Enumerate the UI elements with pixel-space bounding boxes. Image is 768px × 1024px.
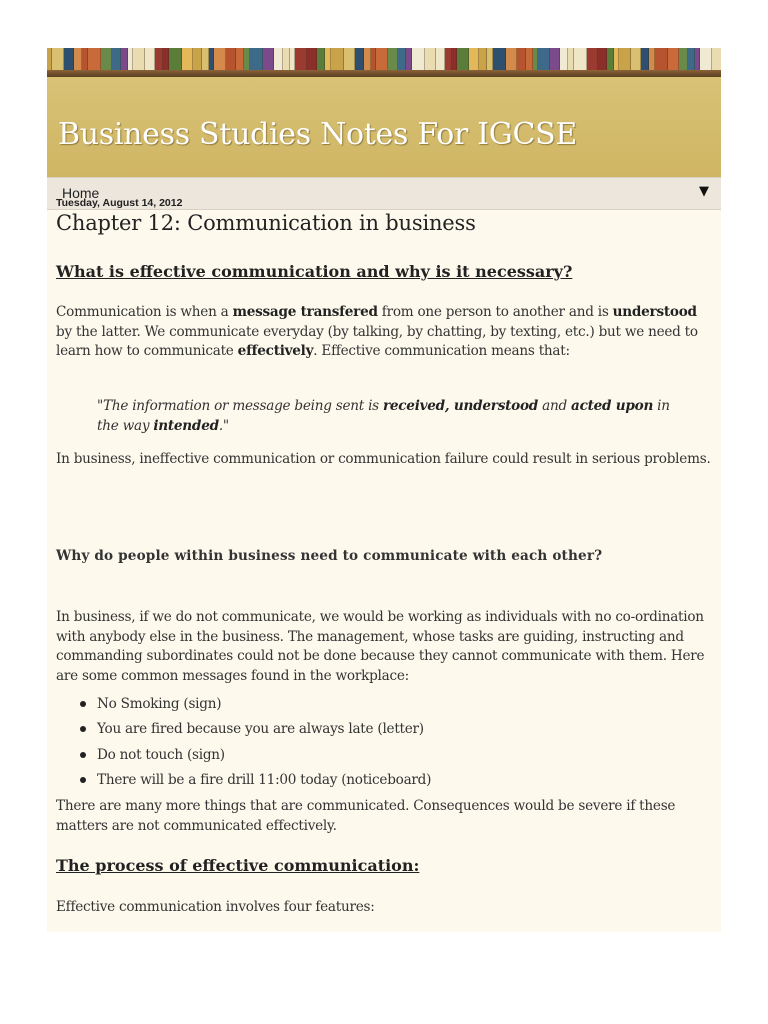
book-spine xyxy=(64,48,74,70)
section-heading-process: The process of effective communication: xyxy=(56,856,420,875)
book-spine xyxy=(712,48,721,70)
book-spine xyxy=(214,48,226,70)
book-spine xyxy=(250,48,263,70)
book-spine xyxy=(668,48,679,70)
bold-run: effectively xyxy=(237,343,314,359)
book-spine xyxy=(550,48,560,70)
book-spine xyxy=(145,48,155,70)
book-spine xyxy=(226,48,236,70)
book-spine xyxy=(317,48,325,70)
book-spine xyxy=(274,48,283,70)
book-spine xyxy=(587,48,598,70)
book-spine xyxy=(598,48,607,70)
text-run: and xyxy=(538,398,572,414)
paragraph-consequences: There are many more things that are communicated. Consequences would be severe if these matters are not communicated effectively. xyxy=(56,798,676,834)
book-spine xyxy=(688,48,695,70)
list-item: You are fired because you are always late (letter) xyxy=(97,719,431,744)
quote-block xyxy=(97,396,677,436)
book-spine xyxy=(517,48,526,70)
text-run: in the way xyxy=(97,398,670,434)
book-spine xyxy=(655,48,668,70)
book-spine xyxy=(182,48,193,70)
workplace-messages-list xyxy=(97,694,431,795)
book-spine xyxy=(641,48,649,70)
list-item: Do not touch (sign) xyxy=(97,745,431,770)
bookshelf-header-image xyxy=(47,48,721,77)
text-run: by the latter. We communicate everyday (by talking, by chatting, by texting, etc.) but we need to learn how to communicate xyxy=(56,323,698,359)
paragraph-ineffective: In business, ineffective communication or communication failure could result in serious problems. xyxy=(56,451,711,467)
blog-title[interactable]: Business Studies Notes For IGCSE xyxy=(58,117,577,152)
book-spine xyxy=(607,48,614,70)
book-spine xyxy=(457,48,469,70)
text-run: "The information or message being sent is xyxy=(97,398,383,414)
book-spine xyxy=(133,48,145,70)
book-spine xyxy=(398,48,406,70)
book-spine xyxy=(101,48,112,70)
book-spine xyxy=(425,48,436,70)
book-spine xyxy=(202,48,209,70)
paragraph-four-features: Effective communication involves four features: xyxy=(56,899,375,915)
book-spine xyxy=(526,48,533,70)
nav-dropdown-icon[interactable]: ▼ xyxy=(699,184,709,199)
text-run: Communication is when a xyxy=(56,304,233,320)
book-spine xyxy=(469,48,479,70)
list-item: There will be a fire drill 11:00 today (noticeboard) xyxy=(97,770,431,795)
blog-page xyxy=(47,48,721,932)
book-spine xyxy=(388,48,398,70)
bold-run: intended xyxy=(153,418,219,434)
section-heading-effective-communication: What is effective communication and why is it necessary? xyxy=(56,262,573,281)
book-spine xyxy=(88,48,101,70)
list-item: No Smoking (sign) xyxy=(97,694,431,719)
book-spine xyxy=(355,48,364,70)
book-spine xyxy=(112,48,121,70)
book-spine xyxy=(574,48,587,70)
book-spine xyxy=(493,48,506,70)
book-spine xyxy=(631,48,641,70)
book-spine xyxy=(436,48,445,70)
book-spine xyxy=(263,48,274,70)
book-spine xyxy=(193,48,202,70)
book-spine xyxy=(479,48,487,70)
book-spine xyxy=(445,48,452,70)
book-spine xyxy=(538,48,550,70)
post-title[interactable]: Chapter 12: Communication in business xyxy=(56,211,476,235)
book-spine xyxy=(236,48,244,70)
book-spine xyxy=(52,48,64,70)
bold-run: acted upon xyxy=(571,398,654,414)
bookshelf-books xyxy=(47,48,721,70)
book-spine xyxy=(295,48,307,70)
book-spine xyxy=(307,48,317,70)
book-spine xyxy=(412,48,425,70)
shelf-board xyxy=(47,70,721,77)
section-heading-why-communicate: Why do people within business need to communicate with each other? xyxy=(56,548,603,564)
book-spine xyxy=(283,48,290,70)
book-spine xyxy=(506,48,517,70)
book-spine xyxy=(679,48,688,70)
book-spine xyxy=(74,48,82,70)
book-spine xyxy=(700,48,712,70)
text-run: ." xyxy=(218,418,229,434)
text-run: from one person to another and is xyxy=(377,304,613,320)
book-spine xyxy=(331,48,344,70)
book-spine xyxy=(169,48,182,70)
book-spine xyxy=(121,48,128,70)
paragraph-definition xyxy=(56,303,716,362)
book-spine xyxy=(364,48,371,70)
nav-home-link[interactable]: Home xyxy=(62,185,100,201)
bold-run: understood xyxy=(612,304,697,320)
post-date: Tuesday, August 14, 2012 xyxy=(56,197,183,209)
book-spine xyxy=(155,48,163,70)
blog-header xyxy=(47,77,721,201)
book-spine xyxy=(344,48,355,70)
book-spine xyxy=(376,48,388,70)
paragraph-why: In business, if we do not communicate, we would be working as individuals with no co-ordination with anybody else in the business. The management, whose tasks are guiding, instructing and commanding subordinates could not be done because they cannot communicate with them. Here are some common messages found in the workplace: xyxy=(56,609,705,684)
bold-run: received, understood xyxy=(382,398,539,414)
book-spine xyxy=(560,48,568,70)
bold-run: message transfered xyxy=(232,304,378,320)
text-run: . Effective communication means that: xyxy=(313,343,570,359)
book-spine xyxy=(619,48,631,70)
